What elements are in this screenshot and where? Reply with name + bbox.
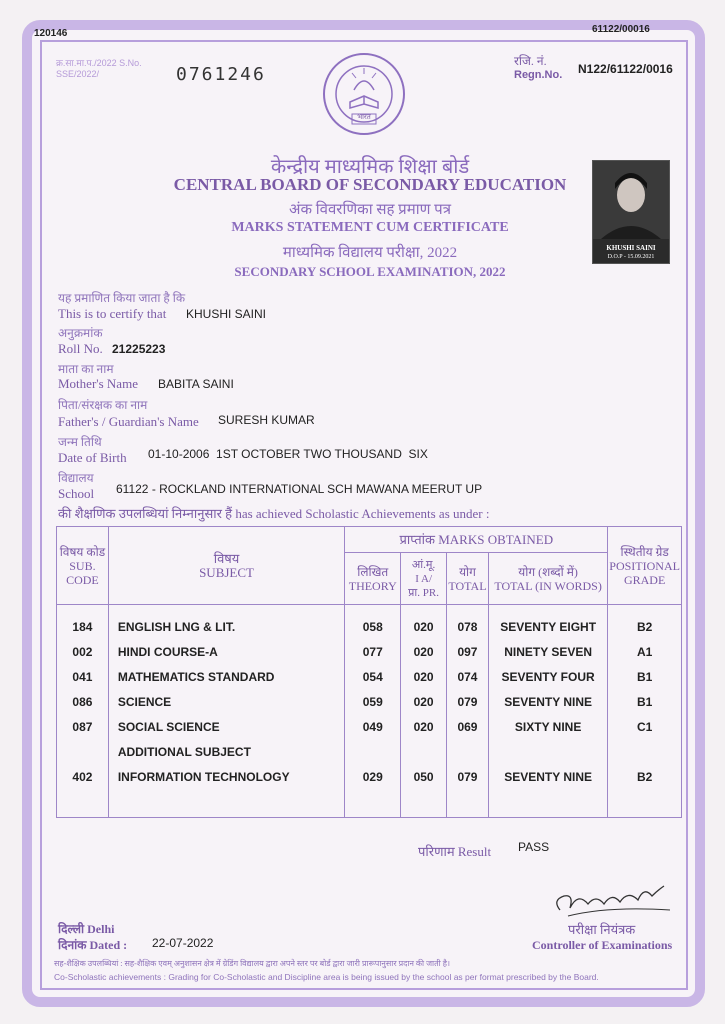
subject-code: 184: [72, 620, 93, 634]
dated-label: दिनांक Dated :: [58, 938, 128, 952]
cbse-emblem: [322, 52, 406, 136]
regn-number: N122/61122/0016: [578, 62, 673, 76]
header-ia: [401, 553, 447, 605]
board-name-english: CENTRAL BOARD OF SECONDARY EDUCATION: [173, 175, 567, 194]
spacer: [448, 740, 487, 765]
regn-label-hi: रजि. नं.: [514, 54, 547, 68]
result-label-english: Result: [457, 844, 492, 859]
col-grade: [608, 605, 682, 818]
code-list: [58, 615, 107, 790]
roll-label-hindi: अनुक्रमांक: [58, 326, 103, 340]
total-in-words: NINETY SEVEN: [504, 645, 593, 659]
header-ia-hindi: आं.मू.: [411, 558, 436, 571]
header-code-en1: SUB.: [69, 558, 96, 573]
theory-marks: 059: [362, 695, 383, 709]
subject-code: 087: [72, 720, 93, 734]
total-marks: 079: [457, 695, 478, 709]
header-subject-hindi: विषय: [213, 550, 240, 566]
photo-dob: D.O.P - 15.09.2021: [607, 254, 655, 260]
additional-total-in-words: SEVENTY NINE: [504, 770, 593, 784]
header-total-english: TOTAL: [448, 578, 487, 593]
header-words-hindi: योग (शब्दों में): [518, 564, 578, 579]
spacer: [346, 740, 399, 765]
dob-value: 01-10-2006 1ST OCTOBER TWO THOUSAND SIX: [148, 447, 428, 461]
col-words: [488, 605, 607, 818]
col-theory: [345, 605, 401, 818]
header-grade: [608, 527, 682, 605]
controller-hindi: परीक्षा नियंत्रक: [568, 922, 636, 937]
positional-grade: B2: [636, 620, 653, 634]
school-label: School: [58, 486, 95, 501]
student-name: KHUSHI SAINI: [186, 307, 267, 321]
ia-marks: 020: [413, 695, 434, 709]
total-in-words: SIXTY NINE: [514, 720, 582, 734]
place: दिल्ली Delhi: [58, 922, 115, 936]
header-total-hindi: योग: [459, 564, 476, 579]
header-code-hindi: विषय कोड: [59, 544, 106, 559]
dated-value: 22-07-2022: [152, 936, 214, 950]
regn-label-en: Regn.No.: [514, 69, 563, 81]
col-total: [446, 605, 488, 818]
header-theory-hindi: लिखित: [357, 564, 389, 579]
total-in-words: SEVENTY NINE: [504, 695, 593, 709]
school-value: 61122 - ROCKLAND INTERNATIONAL SCH MAWANA MEERUT UP: [116, 482, 483, 496]
dob-label: Date of Birth: [58, 450, 127, 465]
header-total: [446, 553, 488, 605]
subject-name: MATHEMATICS STANDARD: [117, 670, 275, 684]
spacer: [609, 740, 680, 765]
header-subject-english: SUBJECT: [199, 564, 254, 580]
student-photo: [592, 160, 670, 264]
theory-list: [346, 615, 399, 790]
result-label-hindi: परिणाम: [418, 844, 455, 859]
certificate-title-english: MARKS STATEMENT CUM CERTIFICATE: [231, 220, 509, 235]
total-in-words: SEVENTY FOUR: [501, 670, 595, 684]
ia-marks: 020: [413, 620, 434, 634]
header-marks-english: MARKS OBTAINED: [438, 531, 554, 547]
header-code-en2: CODE: [66, 572, 99, 587]
top-right-code: 61122/00016: [592, 24, 650, 35]
signature-icon: [548, 880, 678, 924]
achievement-line: [58, 504, 489, 522]
person-photo-icon: [593, 161, 669, 239]
theory-marks: 058: [362, 620, 383, 634]
theory-marks: 077: [362, 645, 383, 659]
marks-table: [56, 526, 682, 818]
ia-list: [402, 615, 445, 790]
certify-label: This is to certify that: [58, 306, 167, 321]
result-value: PASS: [518, 840, 550, 854]
positional-grade: B1: [636, 670, 653, 684]
certify-label-hindi: यह प्रमाणित किया जाता है कि: [58, 291, 186, 305]
positional-grade: A1: [636, 645, 653, 659]
regn-label: [514, 54, 562, 82]
total-in-words: SEVENTY EIGHT: [500, 620, 597, 634]
roll-label: Roll No.: [58, 341, 103, 356]
header-subject: [108, 527, 344, 605]
total-marks: 078: [457, 620, 478, 634]
additional-subject-label: ADDITIONAL SUBJECT: [117, 745, 251, 759]
header-grade-hindi: स्थितीय ग्रेड: [620, 544, 669, 559]
board-name-hindi: केन्द्रीय माध्यमिक शिक्षा बोर्ड: [270, 156, 470, 178]
subject-name: SOCIAL SCIENCE: [117, 720, 220, 734]
mother-label-hindi: माता का नाम: [58, 362, 114, 376]
ia-marks: 020: [413, 720, 434, 734]
serial-label: क्र.सा.मा.प./2022 S.No. SSE/2022/: [56, 58, 142, 79]
emblem-icon: [322, 52, 406, 136]
header-theory: [345, 553, 401, 605]
mother-label: Mother's Name: [58, 376, 138, 391]
achievement-hindi: की शैक्षणिक उपलब्धियां निम्नानुसार हैं: [58, 506, 233, 521]
header-ia-pr: प्रा. PR.: [408, 586, 439, 599]
spacer: [490, 740, 606, 765]
exam-title-hindi: माध्यमिक विद्यालय परीक्षा, 2022: [282, 245, 458, 261]
table-body: [57, 605, 682, 818]
additional-positional-grade: B2: [636, 770, 653, 784]
ia-marks: 020: [413, 670, 434, 684]
header-code: [57, 527, 109, 605]
mother-name: BABITA SAINI: [158, 377, 234, 391]
additional-total-marks: 079: [457, 770, 478, 784]
header-words: [488, 553, 607, 605]
total-marks: 074: [457, 670, 478, 684]
father-label-hindi: पिता/संरक्षक का नाम: [58, 398, 148, 412]
father-name: SURESH KUMAR: [218, 413, 315, 427]
roll-number: 21225223: [112, 342, 166, 356]
subject-name: ENGLISH LNG & LIT.: [117, 620, 236, 634]
additional-subject-code: 402: [72, 770, 93, 784]
subject-code: 002: [72, 645, 93, 659]
certificate-title-hindi: अंक विवरणिका सह प्रमाण पत्र: [289, 202, 451, 218]
dob-label-hindi: जन्म तिथि: [58, 435, 102, 449]
achievement-english: has achieved Scholastic Achievements as under :: [235, 506, 490, 521]
total-list: [448, 615, 487, 790]
grade-list: [609, 615, 680, 790]
col-ia: [401, 605, 447, 818]
additional-ia-marks: 050: [413, 770, 434, 784]
header-theory-english: THEORY: [348, 578, 397, 593]
total-marks: 097: [457, 645, 478, 659]
footer-hindi: सह-शैक्षिक उपलब्धियां : सह-शैक्षिक एवम् अनुशासन क्षेत्र में ग्रेडिंग विद्यालय द्वारा अपने स्तर पर बोर्ड द्वारा जारी प्रारूपानुसार प्रदान की जाती है।: [54, 959, 451, 968]
exam-title-english: SECONDARY SCHOOL EXAMINATION, 2022: [234, 264, 506, 279]
subject-name: SCIENCE: [117, 695, 172, 709]
positional-grade: B1: [636, 695, 653, 709]
additional-theory-marks: 029: [362, 770, 383, 784]
father-label: Father's / Guardian's Name: [58, 414, 199, 429]
header-marks-hindi: प्राप्तांक: [399, 531, 435, 547]
photo-name: KHUSHI SAINI: [606, 244, 656, 252]
theory-marks: 049: [362, 720, 383, 734]
header-grade-en2: GRADE: [623, 572, 666, 587]
col-subject: [108, 605, 344, 818]
top-left-code: 120146: [34, 28, 68, 39]
header-grade-en1: POSITIONAL: [609, 558, 680, 573]
header-marks-obtained: [345, 527, 608, 553]
subject-list: [110, 615, 343, 790]
theory-marks: 054: [362, 670, 383, 684]
words-list: [490, 615, 606, 790]
subject-code: 086: [72, 695, 93, 709]
total-marks: 069: [457, 720, 478, 734]
spacer: [402, 740, 445, 765]
header-words-english: TOTAL (IN WORDS): [494, 578, 602, 593]
controller-english: Controller of Examinations: [532, 938, 673, 952]
subject-name: HINDI COURSE-A: [117, 645, 218, 659]
positional-grade: C1: [636, 720, 653, 734]
result-label: [418, 842, 491, 860]
spacer: [58, 740, 107, 765]
footer-english: Co-Scholastic achievements : Grading for Co-Scholastic and Discipline area is being issued by the school as per format prescribed by the Board.: [54, 972, 599, 982]
subject-code: 041: [72, 670, 93, 684]
ia-marks: 020: [413, 645, 434, 659]
col-code: [57, 605, 109, 818]
serial-number: 0761246: [176, 64, 266, 85]
emblem-country: भारत: [357, 113, 371, 121]
school-label-hindi: विद्यालय: [58, 471, 94, 485]
additional-subject-name: INFORMATION TECHNOLOGY: [117, 770, 290, 784]
header-ia-english: I A/: [415, 572, 432, 585]
